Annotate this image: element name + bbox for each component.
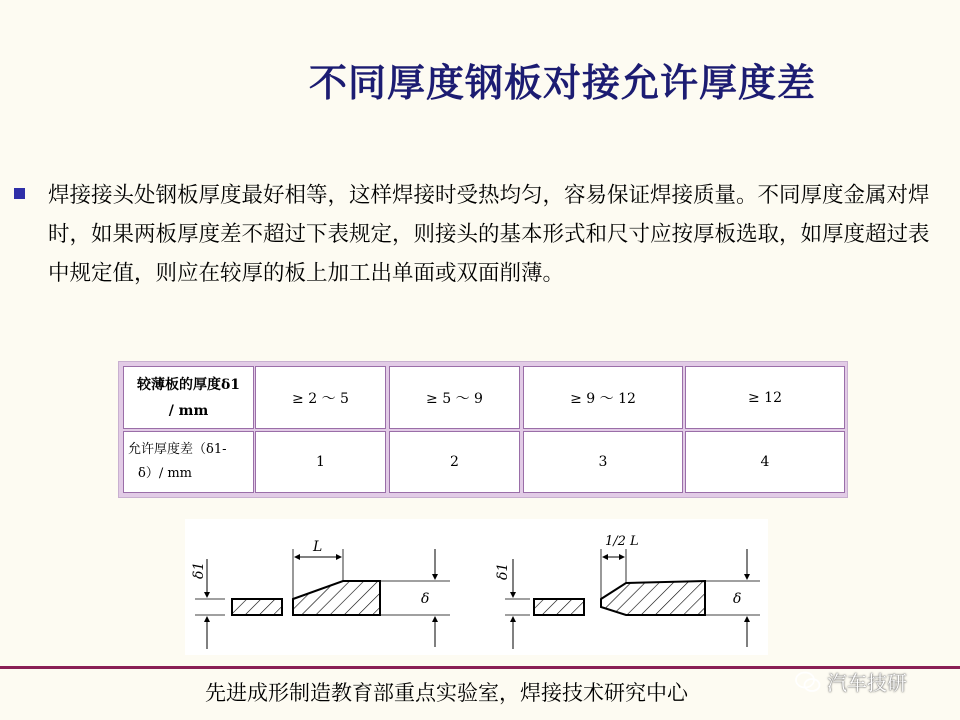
left-taper-label: L bbox=[313, 539, 323, 555]
right-thin-label: δ1 bbox=[495, 562, 511, 580]
left-thick-label: δ bbox=[421, 591, 430, 607]
joint-diagram bbox=[185, 519, 768, 655]
body-text: 焊接接头处钢板厚度最好相等，这样焊接时受热均匀，容易保证焊接质量。不同厚度金属对焊时，如果两板厚度差不超过下表规定，则接头的基本形式和尺寸应按厚板选取，如厚度超过表中规定值，则应在较厚的板上加工出单面或双面削薄。 bbox=[48, 183, 930, 286]
range-cell-2: ≥ 5 ～ 9 bbox=[389, 366, 520, 429]
header-text-line2: / mm bbox=[168, 402, 209, 419]
right-joint bbox=[495, 534, 760, 649]
diff-cell-1: 1 bbox=[255, 431, 386, 493]
range-cell-3: ≥ 9 ～ 12 bbox=[523, 366, 683, 429]
left-joint bbox=[191, 539, 450, 649]
page-title: 不同厚度钢板对接允许厚度差 bbox=[308, 61, 816, 105]
diff-header-line1: 允许厚度差（δ1- bbox=[128, 442, 227, 457]
left-thin-label: δ1 bbox=[191, 561, 207, 579]
header-text-line1: 较薄板的厚度δ1 bbox=[136, 376, 241, 393]
bullet-paragraph bbox=[14, 176, 934, 293]
diff-header-line2: δ）/ mm bbox=[138, 466, 192, 481]
thickness-table bbox=[118, 361, 848, 498]
watermark bbox=[795, 667, 907, 696]
joint-diagram-svg bbox=[185, 519, 768, 655]
header-cell-thin-thickness bbox=[123, 366, 254, 429]
wechat-icon bbox=[795, 671, 821, 693]
right-thick-label: δ bbox=[733, 591, 742, 607]
footer-text: 先进成形制造教育部重点实验室，焊接技术研究中心 bbox=[205, 681, 688, 705]
range-cell-4: ≥ 12 bbox=[685, 366, 845, 429]
range-cell-1: ≥ 2 ～ 5 bbox=[255, 366, 386, 429]
right-taper-label: 1/2 L bbox=[605, 534, 639, 549]
diff-cell-3: 3 bbox=[523, 431, 683, 493]
bullet-square-icon bbox=[14, 188, 25, 199]
header-cell-allowed-diff bbox=[123, 431, 254, 493]
diff-cell-2: 2 bbox=[389, 431, 520, 493]
diff-cell-4: 4 bbox=[685, 431, 845, 493]
watermark-text: 汽车技研 bbox=[827, 671, 907, 695]
